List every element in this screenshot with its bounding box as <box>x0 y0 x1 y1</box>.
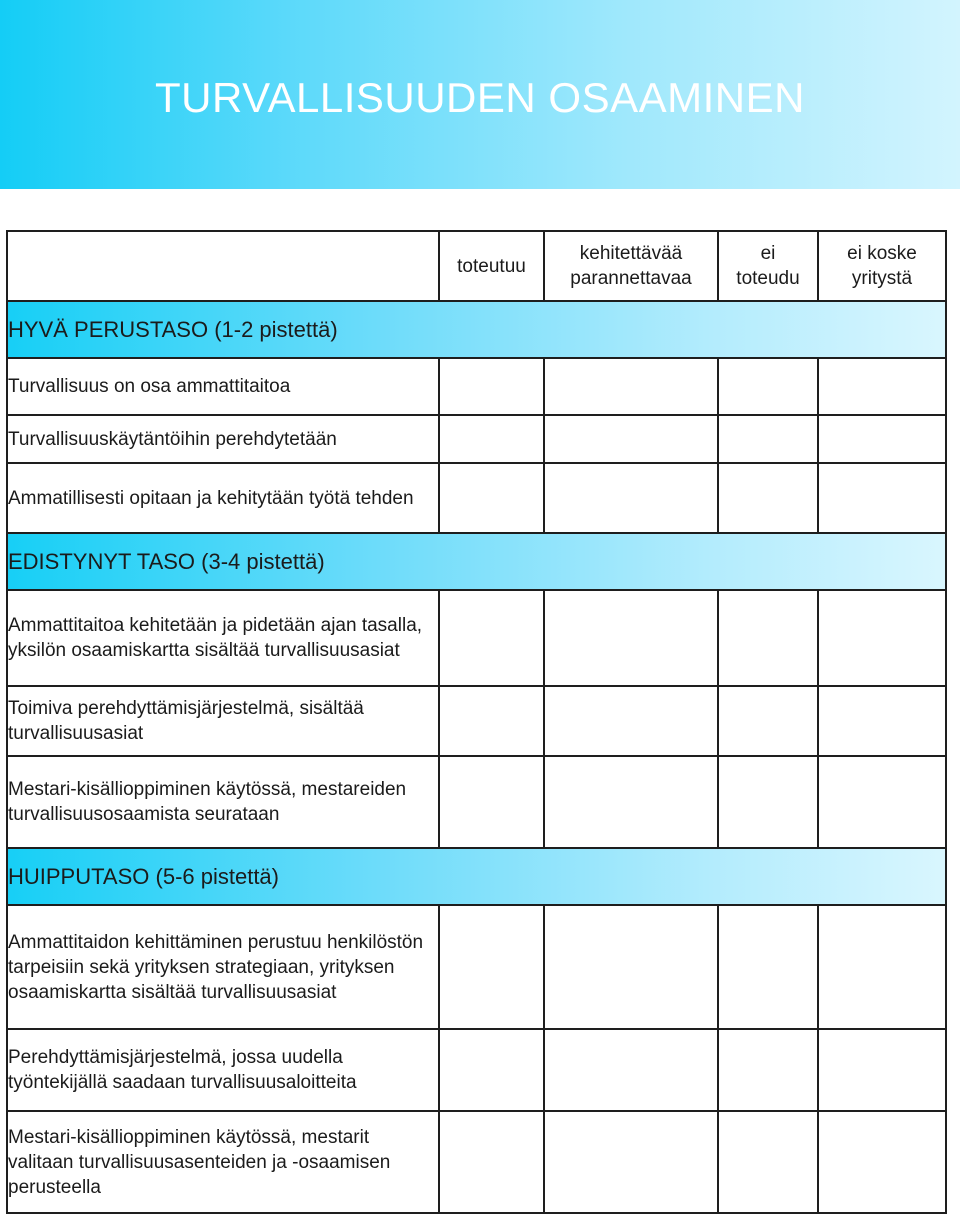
answer-cell-ei-toteudu[interactable] <box>718 463 818 533</box>
section-title: HYVÄ PERUSTASO (1-2 pistettä) <box>7 301 946 358</box>
answer-cell-toteutuu[interactable] <box>439 686 544 756</box>
assessment-table <box>6 230 947 1214</box>
criterion-label: Perehdyttämisjärjestelmä, jossa uudella työntekijällä saadaan turvallisuusaloitteita <box>7 1029 439 1111</box>
column-header-line: yritystä <box>851 268 913 289</box>
table-row <box>7 686 946 756</box>
column-header-toteutuu <box>439 231 544 301</box>
section-title: HUIPPUTASO (5-6 pistettä) <box>7 848 946 905</box>
answer-cell-kehitettavaa[interactable] <box>544 905 718 1029</box>
answer-cell-toteutuu[interactable] <box>439 756 544 848</box>
header-corner <box>7 231 439 301</box>
answer-cell-kehitettavaa[interactable] <box>544 756 718 848</box>
column-header-line: parannettavaa <box>570 268 692 289</box>
answer-cell-toteutuu[interactable] <box>439 463 544 533</box>
answer-cell-ei-koske[interactable] <box>818 415 946 463</box>
answer-cell-kehitettavaa[interactable] <box>544 358 718 415</box>
table-row <box>7 756 946 848</box>
answer-cell-ei-toteudu[interactable] <box>718 1029 818 1111</box>
answer-cell-kehitettavaa[interactable] <box>544 686 718 756</box>
answer-cell-ei-toteudu[interactable] <box>718 358 818 415</box>
table-row <box>7 590 946 686</box>
answer-cell-kehitettavaa[interactable] <box>544 1111 718 1213</box>
answer-cell-ei-toteudu[interactable] <box>718 415 818 463</box>
answer-cell-ei-koske[interactable] <box>818 686 946 756</box>
answer-cell-kehitettavaa[interactable] <box>544 463 718 533</box>
answer-cell-ei-koske[interactable] <box>818 1029 946 1111</box>
column-header-kehitettavaa <box>544 231 718 301</box>
column-header-ei-koske <box>818 231 946 301</box>
answer-cell-ei-koske[interactable] <box>818 905 946 1029</box>
column-header-line: toteutuu <box>457 255 526 277</box>
answer-cell-ei-toteudu[interactable] <box>718 686 818 756</box>
table-row <box>7 415 946 463</box>
column-header-ei-toteudu <box>718 231 818 301</box>
answer-cell-kehitettavaa[interactable] <box>544 415 718 463</box>
criterion-label: Turvallisuus on osa ammattitaitoa <box>7 358 439 415</box>
answer-cell-kehitettavaa[interactable] <box>544 590 718 686</box>
table-row <box>7 463 946 533</box>
answer-cell-kehitettavaa[interactable] <box>544 1029 718 1111</box>
column-header-line: kehitettävää <box>579 243 683 264</box>
table-row <box>7 1111 946 1213</box>
title-banner <box>0 0 960 189</box>
answer-cell-ei-koske[interactable] <box>818 358 946 415</box>
answer-cell-ei-toteudu[interactable] <box>718 1111 818 1213</box>
column-header-line: toteudu <box>736 268 800 289</box>
answer-cell-toteutuu[interactable] <box>439 415 544 463</box>
table-row <box>7 905 946 1029</box>
answer-cell-ei-koske[interactable] <box>818 1111 946 1213</box>
section-header-row <box>7 848 946 905</box>
criterion-label: Turvallisuuskäytäntöihin perehdytetään <box>7 415 439 463</box>
section-title: EDISTYNYT TASO (3-4 pistettä) <box>7 533 946 590</box>
answer-cell-ei-toteudu[interactable] <box>718 590 818 686</box>
answer-cell-toteutuu[interactable] <box>439 905 544 1029</box>
answer-cell-toteutuu[interactable] <box>439 590 544 686</box>
answer-cell-toteutuu[interactable] <box>439 1029 544 1111</box>
assessment-table-container <box>6 230 945 1214</box>
column-header-row <box>7 231 946 301</box>
column-header-line: ei <box>760 243 776 264</box>
column-header-line: ei koske <box>847 243 917 264</box>
criterion-label: Mestari-kisällioppiminen käytössä, mestarit valitaan turvallisuusasenteiden ja -osaamisen perusteella <box>7 1111 439 1213</box>
page-title: TURVALLISUUDEN OSAAMINEN <box>155 74 805 121</box>
criterion-label: Mestari-kisällioppiminen käytössä, mestareiden turvallisuusosaamista seurataan <box>7 756 439 848</box>
table-row <box>7 1029 946 1111</box>
answer-cell-ei-koske[interactable] <box>818 756 946 848</box>
answer-cell-ei-toteudu[interactable] <box>718 756 818 848</box>
section-header-row <box>7 301 946 358</box>
criterion-label: Ammattitaidon kehittäminen perustuu henkilöstön tarpeisiin sekä yrityksen strategiaan, yrityksen osaamiskartta sisältää turvallisuusasiat <box>7 905 439 1029</box>
criterion-label: Ammattitaitoa kehitetään ja pidetään ajan tasalla, yksilön osaamiskartta sisältää turvallisuusasiat <box>7 590 439 686</box>
criterion-label: Ammatillisesti opitaan ja kehitytään työtä tehden <box>7 463 439 533</box>
answer-cell-ei-koske[interactable] <box>818 463 946 533</box>
answer-cell-ei-toteudu[interactable] <box>718 905 818 1029</box>
criterion-label: Toimiva perehdyttämisjärjestelmä, sisältää turvallisuusasiat <box>7 686 439 756</box>
answer-cell-toteutuu[interactable] <box>439 358 544 415</box>
answer-cell-ei-koske[interactable] <box>818 590 946 686</box>
table-row <box>7 358 946 415</box>
section-header-row <box>7 533 946 590</box>
answer-cell-toteutuu[interactable] <box>439 1111 544 1213</box>
